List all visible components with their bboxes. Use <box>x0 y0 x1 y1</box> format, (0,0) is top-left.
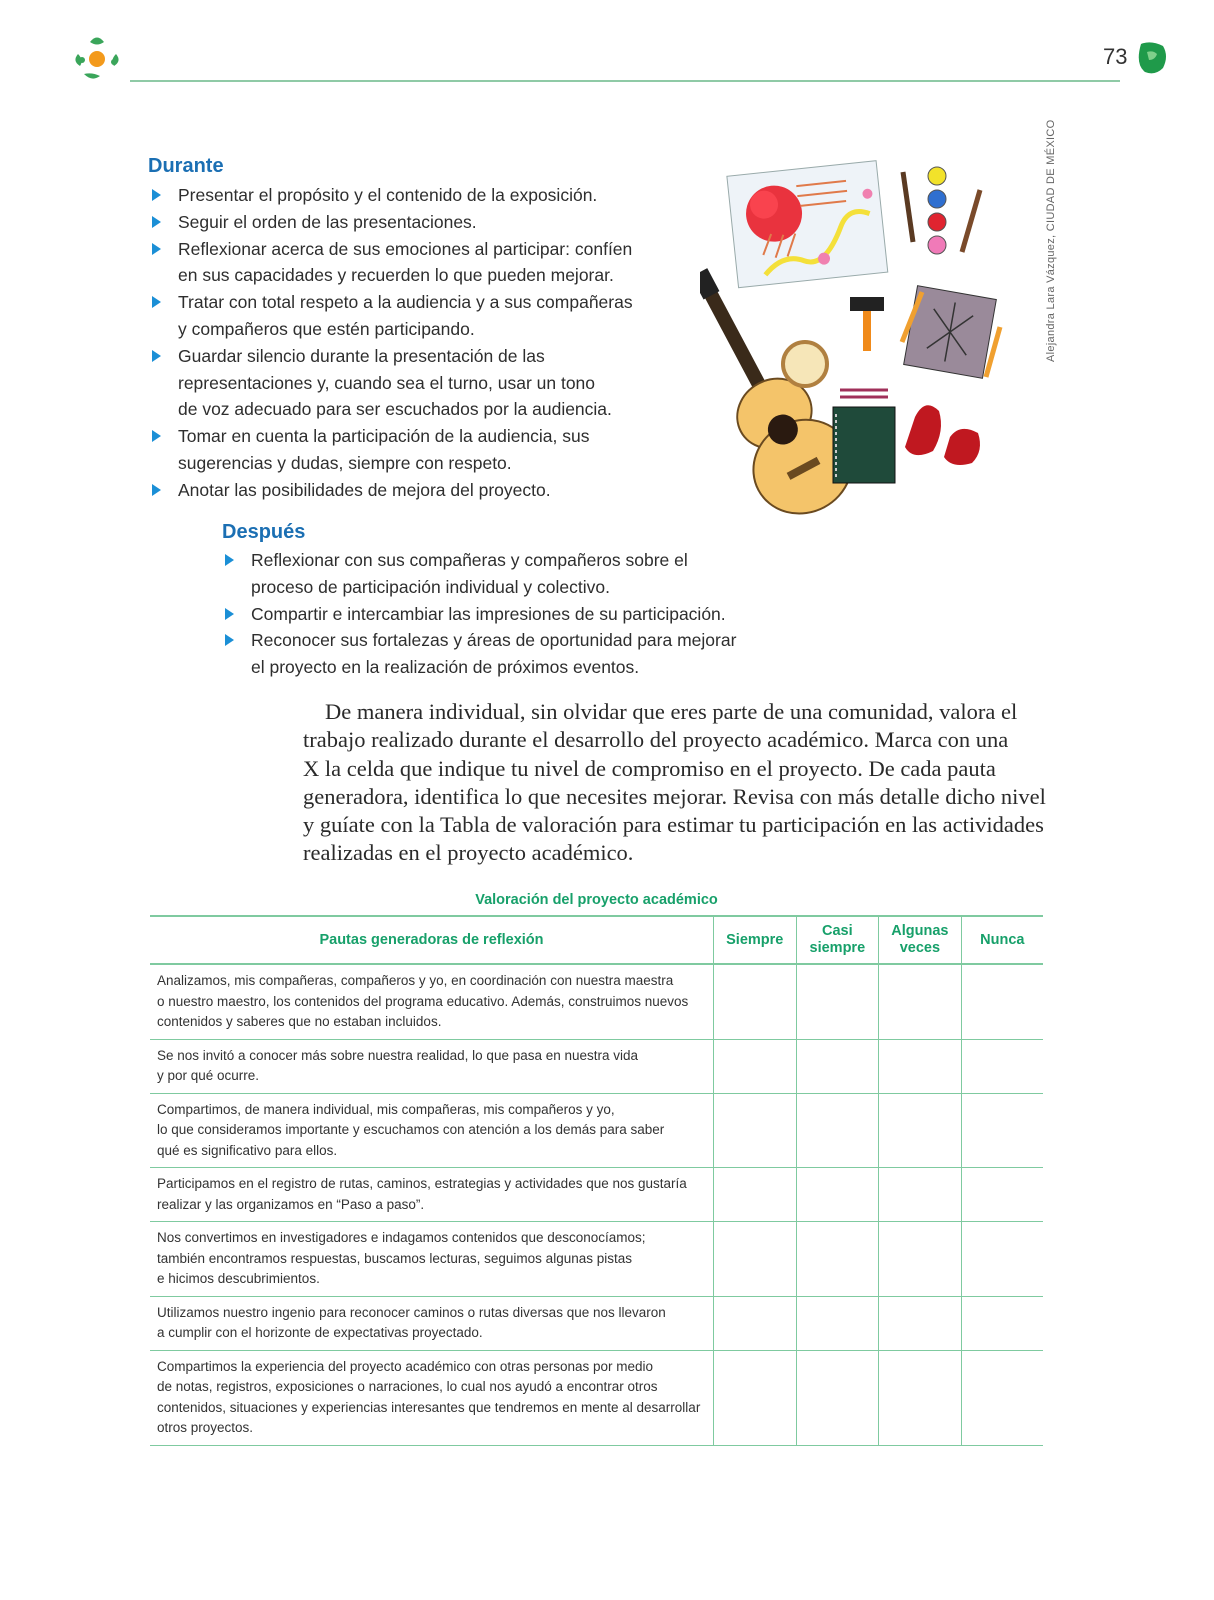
rating-checkbox-cell[interactable] <box>879 1222 962 1297</box>
rating-checkbox-cell[interactable] <box>961 1350 1043 1445</box>
text-line: Se nos invitó a conocer más sobre nuestra realidad, lo que pasa en nuestra vida <box>157 1047 639 1063</box>
text-line: generadora, identifica lo que necesites mejorar. Revisa con más detalle dicho nivel <box>303 783 1046 809</box>
text-line: realizadas en el proyecto académico. <box>303 840 634 866</box>
despues-list-item <box>222 601 782 628</box>
pauta-cell <box>150 1350 713 1445</box>
despues-title: Después <box>222 521 306 543</box>
text-line: contenidos, situaciones y experiencias interesantes que tendremos en mente al desarrollar <box>157 1399 701 1415</box>
rating-checkbox-cell[interactable] <box>879 1168 962 1222</box>
table-header-3 <box>879 916 962 964</box>
page-number: 73 <box>1103 44 1128 69</box>
pauta-cell <box>150 964 713 1039</box>
despues-list <box>222 547 782 681</box>
table-header-2 <box>796 916 879 964</box>
rating-checkbox-cell[interactable] <box>961 1296 1043 1350</box>
pauta-cell <box>150 1093 713 1168</box>
rating-checkbox-cell[interactable] <box>879 1350 962 1445</box>
rating-checkbox-cell[interactable] <box>796 1039 879 1093</box>
text-line: otros proyectos. <box>157 1420 254 1435</box>
text-line: lo que consideramos importante y escuchamos con atención a los demás para saber <box>157 1122 665 1137</box>
rating-checkbox-cell[interactable] <box>713 1093 796 1168</box>
text-line: siempre <box>809 940 866 956</box>
table-row <box>150 1168 1043 1222</box>
text-line: contenidos y saberes que no estaban incluidos. <box>157 1014 442 1029</box>
text-line: qué es significativo para ellos. <box>157 1142 338 1158</box>
text-line: Compartir e intercambiar las impresiones de su participación. <box>251 603 726 624</box>
durante-list-item <box>149 423 709 477</box>
text-line: Seguir el orden de las presentaciones. <box>178 211 477 232</box>
table-header-0 <box>150 916 713 964</box>
text-line: e hicimos descubrimientos. <box>157 1271 320 1286</box>
durante-list-item <box>149 182 709 209</box>
text-line: representaciones y, cuando sea el turno, usar un tono <box>178 372 596 393</box>
text-line: Participamos en el registro de rutas, caminos, estrategias y actividades que nos gustaría <box>157 1176 687 1191</box>
text-line: Pautas generadoras de reflexión <box>319 931 544 948</box>
text-line: trabajo realizado durante el desarrollo del proyecto académico. Marca con una <box>303 727 1009 753</box>
rating-checkbox-cell[interactable] <box>713 964 796 1039</box>
text-line: en sus capacidades y recuerden lo que pueden mejorar. <box>178 265 614 286</box>
header-rule <box>130 80 1120 82</box>
rating-checkbox-cell[interactable] <box>713 1168 796 1222</box>
table-row <box>150 1296 1043 1350</box>
rating-checkbox-cell[interactable] <box>713 1350 796 1445</box>
text-line: de notas, registros, exposiciones o narraciones, lo cual nos ayudó a encontrar otros <box>157 1379 658 1394</box>
rating-checkbox-cell[interactable] <box>713 1039 796 1093</box>
text-line: Casi <box>822 923 853 939</box>
despues-list-item <box>222 627 782 681</box>
rating-checkbox-cell[interactable] <box>796 1350 879 1445</box>
rating-checkbox-cell[interactable] <box>879 964 962 1039</box>
text-line: Compartimos la experiencia del proyecto académico con otras personas por medio <box>157 1358 653 1374</box>
text-line: a cumplir con el horizonte de expectativas proyectado. <box>157 1325 483 1340</box>
rating-checkbox-cell[interactable] <box>796 1168 879 1222</box>
table-title: Valoración del proyecto académico <box>475 892 718 908</box>
text-line: X la celda que indique tu nivel de compromiso en el proyecto. De cada pauta <box>303 755 996 781</box>
text-line: Anotar las posibilidades de mejora del proyecto. <box>178 479 551 500</box>
pauta-cell <box>150 1039 713 1093</box>
text-line: o nuestro maestro, los contenidos del programa educativo. Además, construimos nuevos <box>157 993 689 1009</box>
text-line: Guardar silencio durante la presentación de las <box>178 345 545 366</box>
rating-checkbox-cell[interactable] <box>879 1296 962 1350</box>
durante-list-item <box>149 236 709 290</box>
table-row <box>150 1039 1043 1093</box>
pauta-cell <box>150 1222 713 1297</box>
durante-title: Durante <box>148 155 224 177</box>
durante-list-item <box>149 289 709 343</box>
pauta-cell <box>150 1168 713 1222</box>
bullet-arrow-icon <box>152 216 161 228</box>
text-line: Presentar el propósito y el contenido de la exposición. <box>178 185 598 205</box>
text-line: Reconocer sus fortalezas y áreas de oportunidad para mejorar <box>251 630 737 651</box>
rating-checkbox-cell[interactable] <box>961 1093 1043 1168</box>
table-header-4 <box>961 916 1043 964</box>
rating-checkbox-cell[interactable] <box>713 1296 796 1350</box>
bullet-arrow-icon <box>152 484 161 496</box>
valoracion-table <box>150 915 1043 1446</box>
rating-checkbox-cell[interactable] <box>796 1093 879 1168</box>
text-line: Compartimos, de manera individual, mis compañeras, mis compañeros y yo, <box>157 1101 615 1117</box>
text-line: también encontramos respuestas, buscamos lecturas, seguimos algunas pistas <box>157 1250 632 1266</box>
text-line: Algunas <box>891 923 949 939</box>
green-badge-icon <box>1135 40 1169 76</box>
text-line: realizar y las organizamos en “Paso a paso”. <box>157 1196 425 1212</box>
bullet-arrow-icon <box>152 189 161 201</box>
despues-list-item <box>222 547 782 601</box>
text-line: de voz adecuado para ser escuchados por la audiencia. <box>178 399 612 420</box>
art-supplies-guitar-illustration <box>700 152 1030 532</box>
text-line: Analizamos, mis compañeras, compañeros y yo, en coordinación con nuestra maestra <box>157 973 674 988</box>
text-line: Utilizamos nuestro ingenio para reconocer caminos o rutas diversas que nos llevaron <box>157 1304 666 1320</box>
rating-checkbox-cell[interactable] <box>879 1039 962 1093</box>
durante-list-item <box>149 477 709 504</box>
text-line: Nunca <box>980 931 1025 948</box>
rating-checkbox-cell[interactable] <box>796 964 879 1039</box>
rating-checkbox-cell[interactable] <box>961 1222 1043 1297</box>
bullet-arrow-icon <box>152 243 161 255</box>
flower-logo-icon <box>70 32 126 84</box>
bullet-arrow-icon <box>152 430 161 442</box>
text-line: sugerencias y dudas, siempre con respeto. <box>178 452 512 473</box>
text-line: y por qué ocurre. <box>157 1068 260 1083</box>
bullet-arrow-icon <box>152 350 161 362</box>
rating-checkbox-cell[interactable] <box>879 1093 962 1168</box>
durante-list <box>149 182 709 504</box>
rating-checkbox-cell[interactable] <box>961 964 1043 1039</box>
text-line: Tratar con total respeto a la audiencia y a sus compañeras <box>178 292 633 313</box>
bullet-arrow-icon <box>225 608 234 620</box>
text-line: el proyecto en la realización de próximos eventos. <box>251 657 640 678</box>
bullet-arrow-icon <box>225 634 234 646</box>
text-line: y compañeros que estén participando. <box>178 318 475 339</box>
table-row <box>150 964 1043 1039</box>
bullet-arrow-icon <box>225 554 234 566</box>
durante-list-item <box>149 209 709 236</box>
text-line: De manera individual, sin olvidar que eres parte de una comunidad, valora el <box>325 699 1018 724</box>
text-line: y guíate con la Tabla de valoración para estimar tu participación en las actividades <box>303 812 1044 838</box>
rating-checkbox-cell[interactable] <box>713 1222 796 1297</box>
table-row <box>150 1093 1043 1168</box>
pauta-cell <box>150 1296 713 1350</box>
text-line: veces <box>899 940 941 956</box>
table-row <box>150 1350 1043 1445</box>
text-line: proceso de participación individual y colectivo. <box>251 576 610 597</box>
text-line: Reflexionar con sus compañeras y compañeros sobre el <box>251 550 688 570</box>
rating-checkbox-cell[interactable] <box>961 1039 1043 1093</box>
rating-checkbox-cell[interactable] <box>796 1222 879 1297</box>
text-line: Tomar en cuenta la participación de la audiencia, sus <box>178 426 590 447</box>
text-line: Siempre <box>726 931 784 948</box>
table-row <box>150 1222 1043 1297</box>
text-line: Reflexionar acerca de sus emociones al participar: confíen <box>178 238 633 259</box>
durante-list-item <box>149 343 709 423</box>
bullet-arrow-icon <box>152 296 161 308</box>
rating-checkbox-cell[interactable] <box>796 1296 879 1350</box>
instructions-paragraph <box>303 698 1063 868</box>
illustration-credit: Alejandra Lara Vázquez, CIUDAD DE MÉXICO <box>1045 119 1057 362</box>
text-line: Nos convertimos en investigadores e indagamos contenidos que desconocíamos; <box>157 1230 646 1245</box>
table-header-1 <box>713 916 796 964</box>
rating-checkbox-cell[interactable] <box>961 1168 1043 1222</box>
